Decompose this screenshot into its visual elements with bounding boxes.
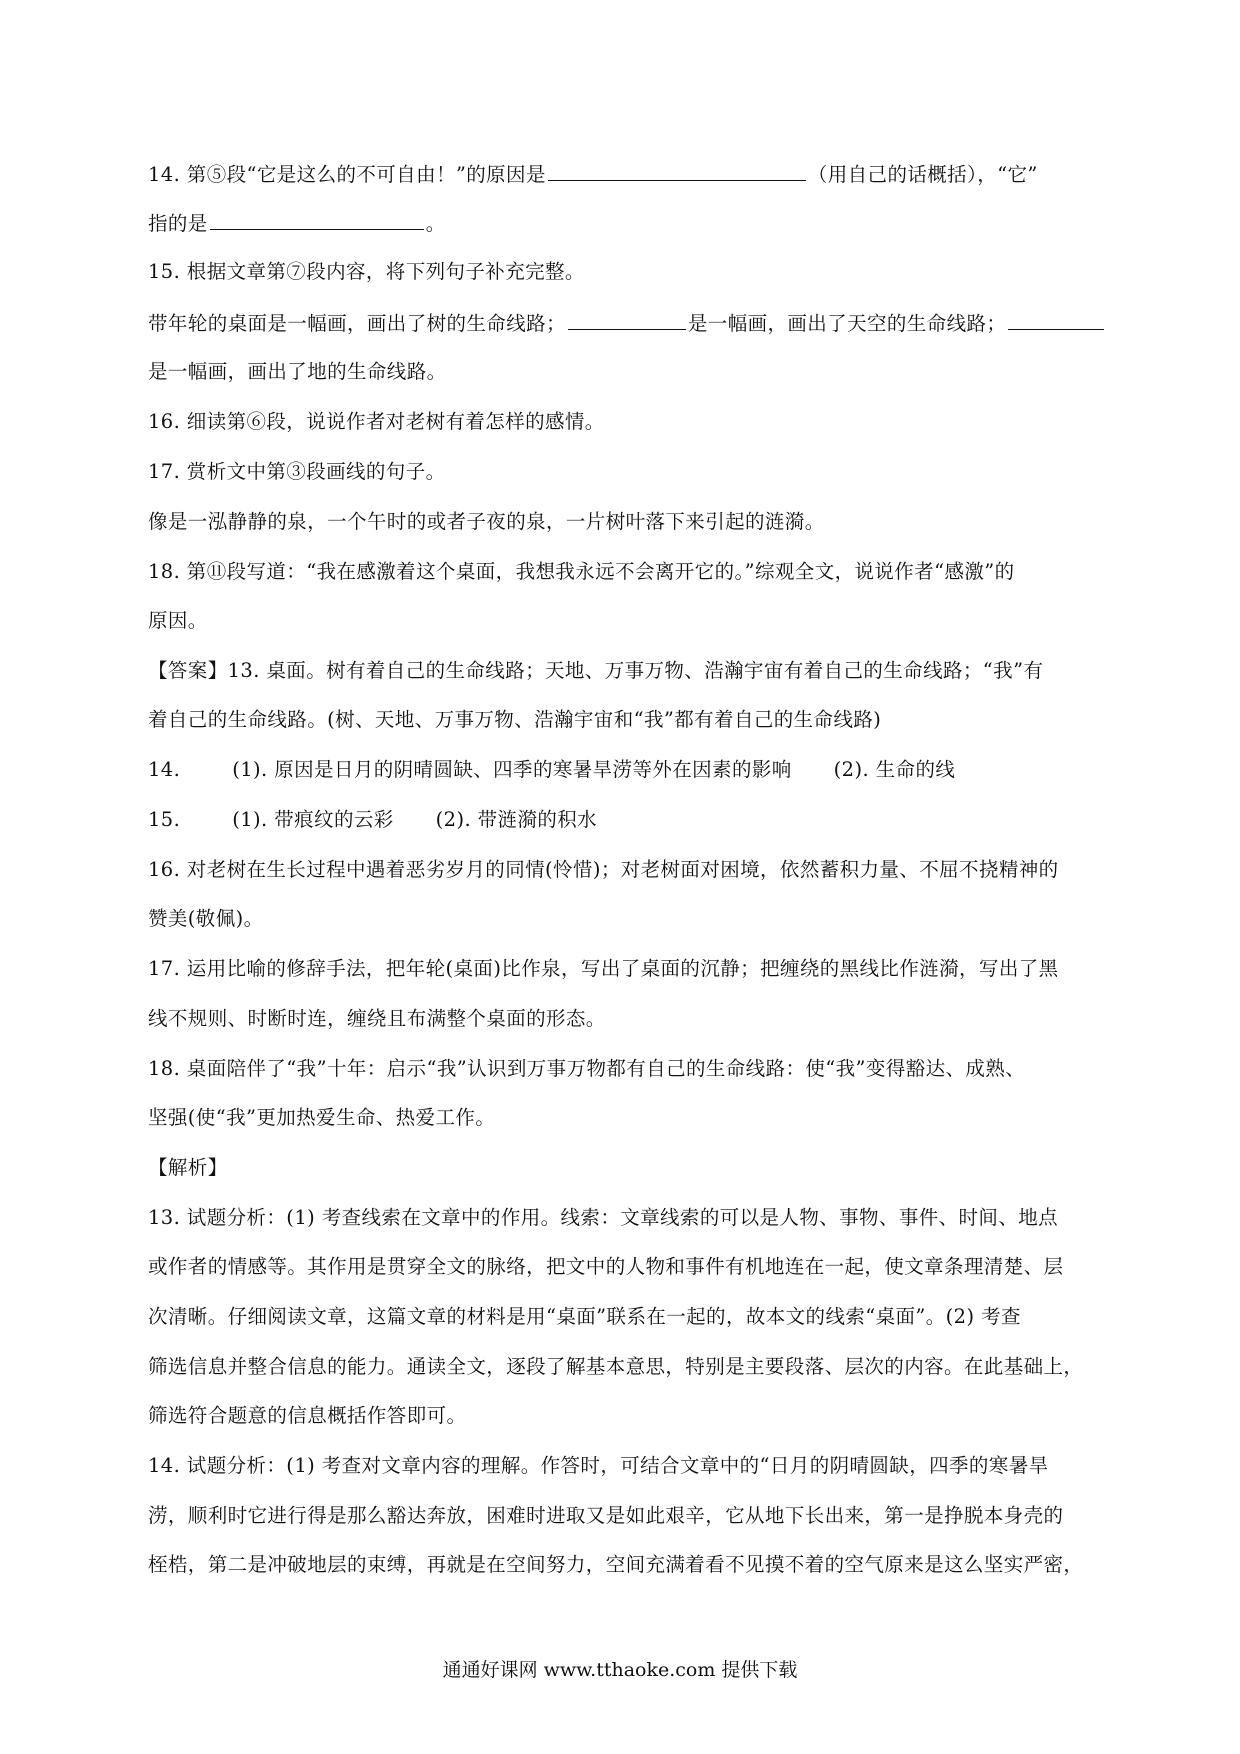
answer-number: 14.	[148, 758, 181, 781]
answer-13-line-2: 着自己的生命线路。(树、天地、万事万物、浩瀚宇宙和“我”都有着自己的生命线路)	[148, 708, 882, 731]
answer-number: 15.	[148, 808, 181, 831]
analysis-13-line-5: 筛选符合题意的信息概括作答即可。	[148, 1404, 467, 1427]
question-14-refers: 指的是	[148, 212, 208, 235]
analysis-heading: 【解析】	[148, 1156, 228, 1179]
analysis-14-line-1: 14. 试题分析：(1) 考查对文章内容的理解。作答时，可结合文章中的“日月的阴晴圆缺，四季的寒暑旱	[148, 1454, 1049, 1477]
question-15-sentence-end: 是一幅画，画出了地的生命线路。	[148, 360, 447, 383]
answer-blank	[1008, 309, 1104, 330]
analysis-13-line-1: 13. 试题分析：(1) 考查线索在文章中的作用。线索：文章线索的可以是人物、事物、事件、时间、地点	[148, 1206, 1059, 1229]
analysis-14-line-2: 涝，顺利时它进行得是那么豁达奔放，困难时进取又是如此艰辛，它从地下长出来，第一是挣脱本身壳的	[148, 1504, 1064, 1527]
question-14-text: 14. 第⑤段“它是这么的不可自由！”的原因是	[148, 163, 546, 186]
page-footer: 通通好课网 www.tthaoke.com 提供下载	[442, 1659, 798, 1681]
question-15: 15. 根据文章第⑦段内容，将下列句子补充完整。	[148, 260, 585, 283]
answer-13-line-1: 【答案】13. 桌面。树有着自己的生命线路；天地、万事万物、浩瀚宇宙有着自己的生命线路；“我”有	[148, 659, 1044, 682]
answer-14-part-2: (2). 生命的线	[833, 758, 956, 781]
analysis-13-line-4: 筛选信息并整合信息的能力。通读全文，逐段了解基本意思，特别是主要段落、层次的内容。在此基础上，	[148, 1355, 1084, 1378]
answer-blank	[548, 160, 806, 181]
answer-15-part-1: (1). 带痕纹的云彩	[232, 808, 394, 831]
question-14-line-1	[148, 160, 1138, 189]
period: 。	[425, 212, 446, 235]
answer-14-part-1: (1). 原因是日月的阴晴圆缺、四季的寒暑旱涝等外在因素的影响	[232, 758, 792, 781]
analysis-14-line-3: 桎梏，第二是冲破地层的束缚，再就是在空间努力，空间充满着看不见摸不着的空气原来是这么坚实严密，	[148, 1553, 1084, 1576]
analysis-13-line-2: 或作者的情感等。其作用是贯穿全文的脉络，把文中的人物和事件有机地连在一起，使文章条理清楚、层	[148, 1255, 1064, 1278]
answer-14	[148, 756, 1138, 784]
answer-17-line-2: 线不规则、时断时连，缠绕且布满整个桌面的形态。	[148, 1007, 606, 1030]
question-18-line-1: 18. 第⑪段写道：“我在感激着这个桌面，我想我永远不会离开它的。”综观全文，说说作者“感激”的	[148, 560, 1015, 583]
answer-15-part-2: (2). 带涟漪的积水	[435, 808, 598, 831]
answer-blank	[210, 209, 424, 230]
question-18-line-2: 原因。	[148, 609, 208, 632]
sentence-part-2: 是一幅画，画出了天空的生命线路；	[687, 312, 1007, 335]
answer-18-line-2: 坚强(使“我”更加热爱生命、热爱工作。	[148, 1106, 496, 1129]
question-14-note: （用自己的话概括），“它”	[807, 163, 1038, 186]
answer-16-line-2: 赞美(敬佩)。	[148, 907, 264, 930]
answer-18-line-1: 18. 桌面陪伴了“我”十年：启示“我”认识到万事万物都有自己的生命线路：使“我”变得豁达、成熟、	[148, 1057, 1026, 1080]
answer-16-line-1: 16. 对老树在生长过程中遇着恶劣岁月的同情(怜惜)；对老树面对困境，依然蓄积力量、不屈不挠精神的	[148, 858, 1059, 881]
question-17: 17. 赏析文中第③段画线的句子。	[148, 460, 446, 483]
question-15-sentence	[148, 309, 1138, 338]
sentence-part-1: 带年轮的桌面是一幅画，画出了树的生命线路；	[148, 312, 566, 335]
answer-15	[148, 806, 1138, 834]
analysis-13-line-3: 次清晰。仔细阅读文章，这篇文章的材料是用“桌面”联系在一起的，故本文的线索“桌面”。(2) 考查	[148, 1305, 1021, 1328]
answer-17-line-1: 17. 运用比喻的修辞手法，把年轮(桌面)比作泉，写出了桌面的沉静；把缠绕的黑线比作涟漪，写出了黑	[148, 957, 1059, 980]
question-16: 16. 细读第⑥段，说说作者对老树有着怎样的感情。	[148, 410, 605, 433]
answer-blank	[568, 309, 686, 330]
question-14-line-2	[148, 209, 1138, 238]
question-17-quote: 像是一泓静静的泉，一个午时的或者子夜的泉，一片树叶落下来引起的涟漪。	[148, 510, 825, 533]
